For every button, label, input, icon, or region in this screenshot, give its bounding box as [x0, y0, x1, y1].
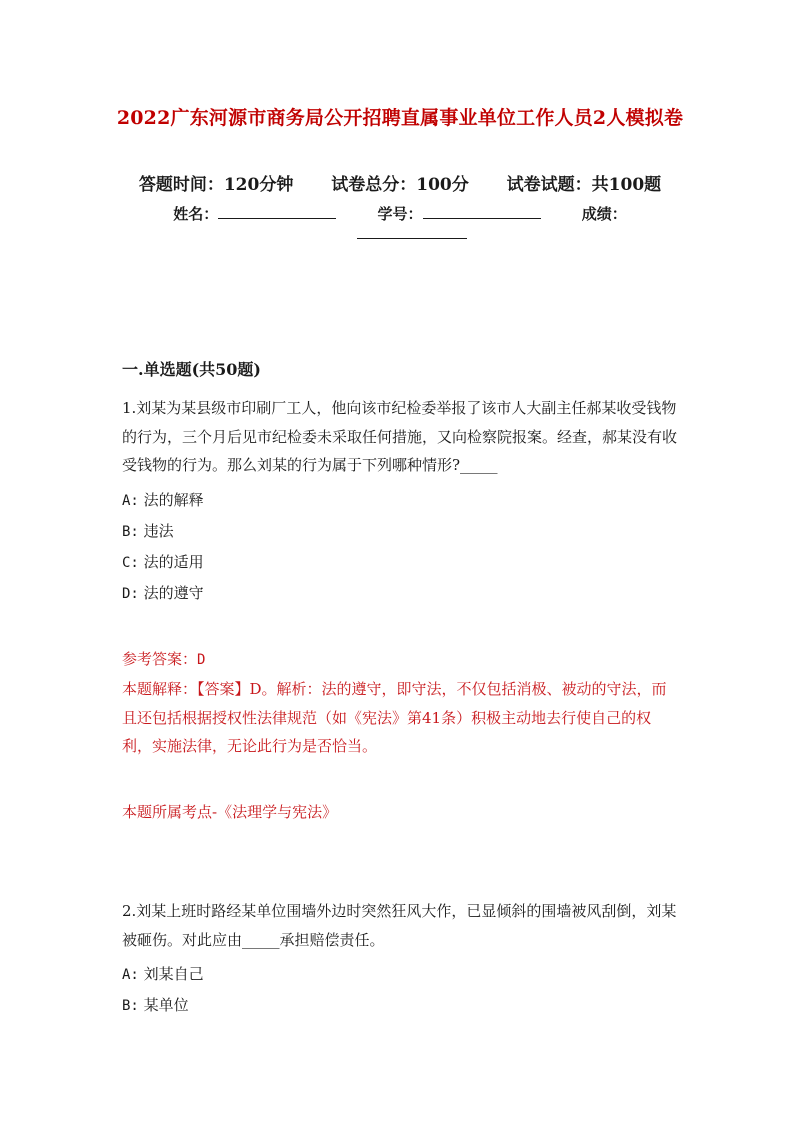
- id-field: [377, 205, 545, 223]
- question-1-option-d[interactable]: [122, 579, 678, 610]
- name-blank[interactable]: [218, 204, 336, 219]
- option-text: 法的适用: [143, 552, 204, 571]
- question-1-answer: [122, 648, 205, 669]
- option-letter: A:: [122, 967, 139, 983]
- exam-total-score: 试卷总分：100分: [331, 175, 469, 195]
- document-title: 2022广东河源市商务局公开招聘直属事业单位工作人员2人模拟卷: [116, 107, 684, 129]
- question-2-text: 2.刘某上班时路经某单位围墙外边时突然狂风大作，已显倾斜的围墙被风刮倒，刘某被砸伤。对此应由_____承担赔偿责任。: [122, 902, 677, 949]
- name-field: [173, 205, 341, 223]
- question-2: [122, 897, 678, 1022]
- section-title: 一.单选题(共50题): [122, 360, 261, 379]
- question-1-text: 1.刘某为某县级市印刷厂工人，他向该市纪检委举报了该市人大副主任郝某收受钱物的行为，三个月后见市纪检委未采取任何措施，又向检察院报案。经查，郝某没有收受钱物的行为。那么刘某的行为属于下列哪种情形?_____: [122, 399, 678, 474]
- score-label: 成绩：: [581, 205, 627, 223]
- option-letter: B:: [122, 523, 139, 540]
- id-blank[interactable]: [423, 204, 541, 219]
- question-2-option-a[interactable]: [122, 960, 678, 991]
- option-letter: D:: [122, 585, 139, 602]
- answer-label: 参考答案：: [122, 650, 198, 668]
- question-1-option-b[interactable]: [122, 517, 678, 548]
- answer-value: D: [197, 652, 206, 668]
- id-label: 学号：: [377, 205, 423, 223]
- exam-question-count: 试卷试题：共100题: [506, 175, 662, 195]
- score-field: [582, 205, 627, 223]
- option-letter: C:: [122, 554, 139, 571]
- question-1-explanation: 本题解释：【答案】D。解析：法的遵守，即守法，不仅包括消极、被动的守法，而且还包括根据授权性法律规范（如《宪法》第41条）积极主动地去行使自己的权利，实施法律，无论此行为是否恰当。: [122, 680, 667, 755]
- student-fields-row: [0, 203, 800, 224]
- name-label: 姓名：: [173, 205, 219, 223]
- option-letter: B:: [122, 998, 139, 1014]
- option-text: 某单位: [143, 996, 189, 1014]
- question-1-knowledge-point: 本题所属考点-《法理学与宪法》: [122, 803, 338, 821]
- exam-info-row: [0, 170, 800, 195]
- question-2-option-b[interactable]: [122, 991, 678, 1022]
- option-text: 违法: [143, 521, 174, 540]
- exam-time: 答题时间：120分钟: [138, 175, 294, 195]
- option-text: 刘某自己: [143, 965, 204, 983]
- option-text: 法的遵守: [143, 583, 204, 602]
- option-letter: A:: [122, 492, 139, 509]
- question-1-option-a[interactable]: [122, 486, 678, 517]
- question-1-option-c[interactable]: [122, 548, 678, 579]
- question-1: [122, 394, 678, 610]
- option-text: 法的解释: [143, 490, 204, 509]
- score-blank[interactable]: [357, 226, 467, 239]
